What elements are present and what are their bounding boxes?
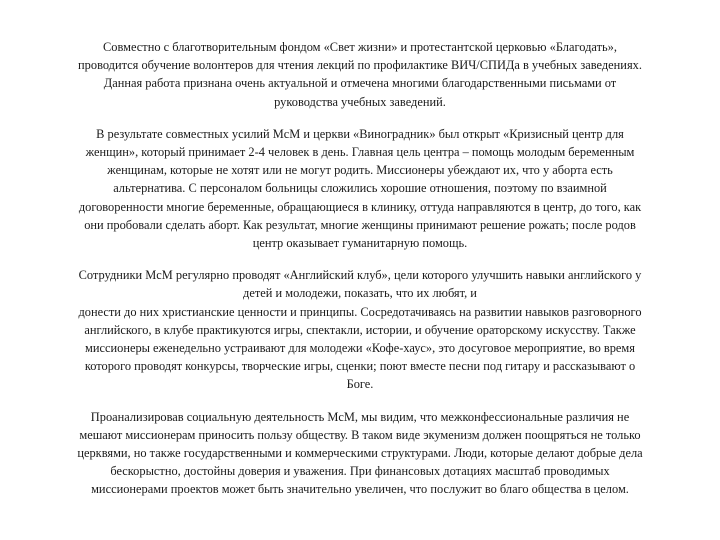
document-page (28, 38, 692, 513)
text-line: Проанализировав социальную деятельность МсМ, мы видим, что межконфессиональные различия не (90, 409, 630, 424)
text-line: миссионеры еженедельно устраивают для молодежи «Кофе-хаус», это досуговое мероприятие, во время (85, 341, 635, 356)
text-line: Сотрудники МсМ регулярно проводят «Английский клуб», цели которого улучшить навыки английского у (78, 268, 642, 283)
paragraph-conclusion (28, 408, 692, 499)
text-line: Боге. (346, 377, 374, 392)
text-line: Данная работа признана очень актуальной и отмечена многими благодарственными письмами от (103, 76, 617, 91)
text-line: женщин», который принимает 2-4 человек в день. Главная цель центра – помощь молодым беременным (85, 145, 635, 160)
text-line: донести до них христианские ценности и принципы. Сосредотачиваясь на развитии навыков разговорного (78, 304, 642, 319)
text-line: Совместно с благотворительным фондом «Свет жизни» и протестантской церковью «Благодать», (103, 40, 617, 54)
paragraph-english-club (28, 266, 692, 393)
text-line: которого проводят конкурсы, творческие игры, сценки; поют вместе песни под гитару и рассказывают о (84, 359, 636, 374)
text-line: детей и молодежи, показать, что их любят, и (243, 286, 477, 301)
text-line: В результате совместных усилий МсМ и церкви «Виноградник» был открыт «Кризисный центр для (96, 126, 624, 141)
paragraph-volunteer-training (28, 38, 692, 111)
text-line: церквями, но также государственными и коммерческими структурами. Люди, которые делают добрые дела (77, 446, 643, 461)
text-line: договоренности многие беременные, обращающиеся в клинику, оттуда направляются в центр, до того, как (78, 199, 642, 214)
text-line: проводится обучение волонтеров для чтения лекций по профилактике ВИЧ/СПИДа в учебных заведениях. (78, 58, 642, 73)
text-line: они пробовали сделать аборт. Как результат, многие женщины принимают решение рожать; после родов (84, 217, 636, 232)
text-line: альтернатива. С персоналом больницы сложились хорошие отношения, поэтому по взаимной (113, 181, 607, 196)
paragraph-crisis-center (28, 125, 692, 252)
text-line: английского, в клубе практикуются игры, спектакли, истории, и обучение ораторскому искусству. Также (84, 322, 636, 337)
text-line: руководства учебных заведений. (274, 94, 446, 109)
text-line: мешают миссионерам приносить пользу обществу. В таком виде экуменизм должен поощряться не только (79, 427, 641, 442)
text-line: женщинам, которые не хотят или не могут родить. Миссионеры убеждают их, что у аборта есть (107, 163, 613, 178)
text-line: бескорыстно, достойны доверия и уважения. При финансовых дотациях масштаб проводимых (110, 464, 610, 479)
text-line: центр оказывает гуманитарную помощь. (252, 236, 468, 251)
text-line: миссионерами проектов может быть значительно увеличен, что послужит во благо общества в целом. (91, 482, 629, 497)
